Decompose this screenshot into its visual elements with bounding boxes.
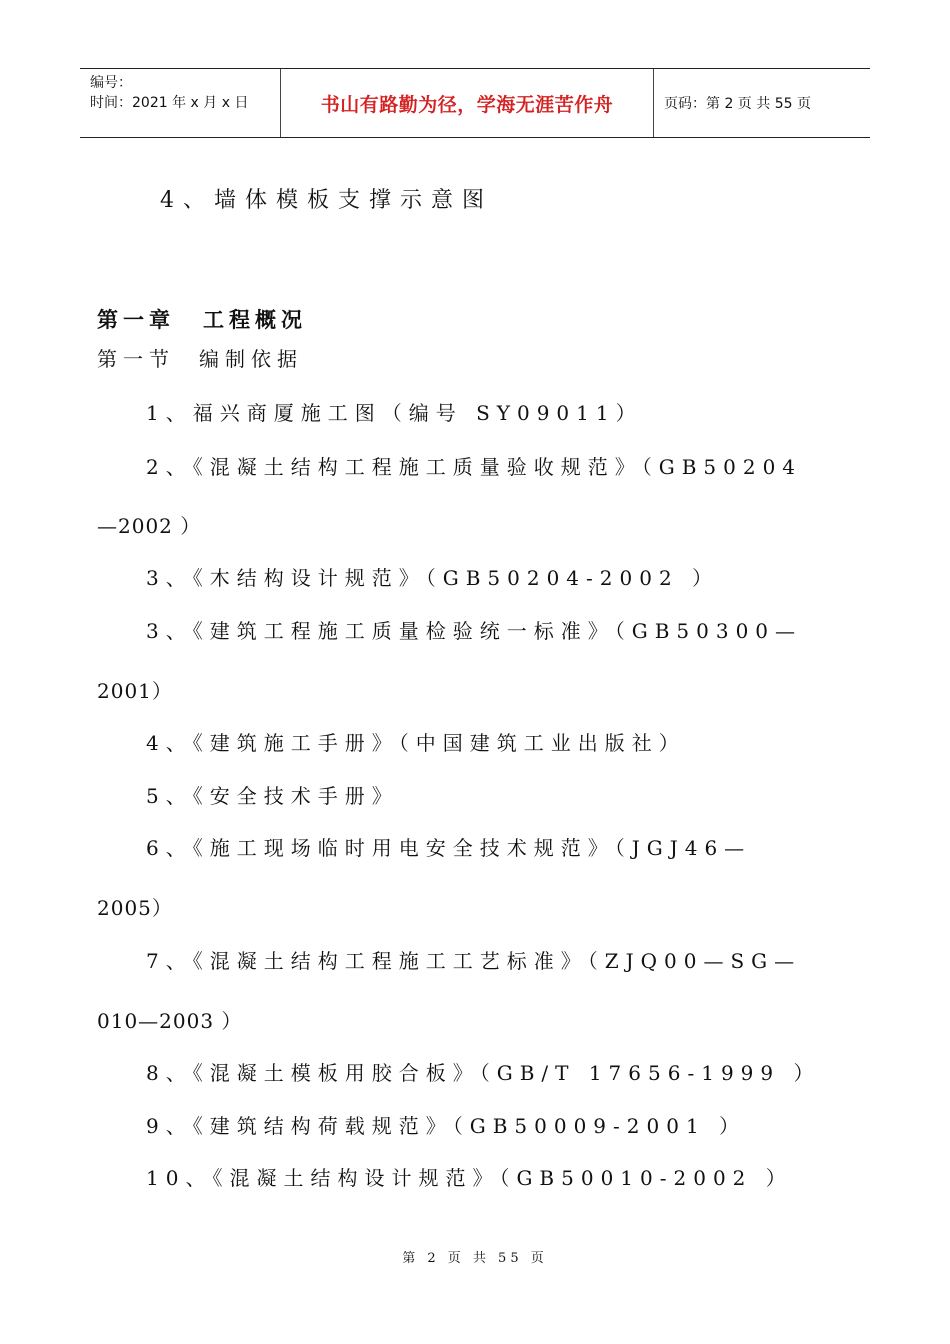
list-item: 10、《混凝土结构设计规范》（GB50010-2002 ） — [146, 1166, 793, 1190]
document-time-label: 时间：2021 年 x 月 x 日 — [90, 95, 249, 111]
list-item: 3、《建筑工程施工质量检验统一标准》（GB50300— — [146, 619, 803, 643]
list-item-continuation: 2001） — [97, 679, 173, 703]
list-item: 2、《混凝土结构工程施工质量验收规范》（GB50204 — [146, 455, 803, 479]
list-item: 5、《安全技术手册》 — [146, 784, 399, 808]
section-heading-formwork-diagram: 4、墙体模板支撑示意图 — [160, 188, 493, 213]
chapter-title: 工程概况 — [203, 307, 307, 332]
list-item-continuation: 2005） — [97, 896, 173, 920]
list-item: 9、《建筑结构荷载规范》（GB50009-2001 ） — [146, 1114, 747, 1138]
document-number-label: 编号： — [90, 75, 132, 91]
chapter-heading — [97, 304, 307, 334]
list-item: 1、福兴商厦施工图（编号 SY09011） — [146, 401, 643, 425]
header-motto: 书山有路勤为径，学海无涯苦作舟 — [280, 69, 654, 137]
list-item: 4、《建筑施工手册》（中国建筑工业出版社） — [146, 731, 686, 755]
section-heading — [97, 343, 303, 372]
section-title: 编制依据 — [199, 347, 303, 371]
section-number: 第一节 — [97, 347, 175, 371]
page-header — [80, 68, 870, 138]
header-meta — [80, 69, 280, 137]
list-item: 8、《混凝土模板用胶合板》（GB/T 17656-1999 ） — [146, 1061, 821, 1085]
list-item-continuation: —2002 ） — [97, 514, 202, 538]
chapter-number: 第一章 — [97, 307, 175, 332]
list-item: 7、《混凝土结构工程施工工艺标准》（ZJQ00—SG— — [146, 949, 802, 973]
header-page-info: 页码：第 2 页 共 55 页 — [664, 96, 811, 112]
list-item: 6、《施工现场临时用电安全技术规范》（JGJ46— — [146, 836, 752, 860]
list-item-continuation: 010—2003 ） — [97, 1009, 243, 1033]
page-footer: 第 2 页 共 55 页 — [402, 1251, 548, 1266]
list-item: 3、《木结构设计规范》（GB50204-2002 ） — [146, 566, 720, 590]
